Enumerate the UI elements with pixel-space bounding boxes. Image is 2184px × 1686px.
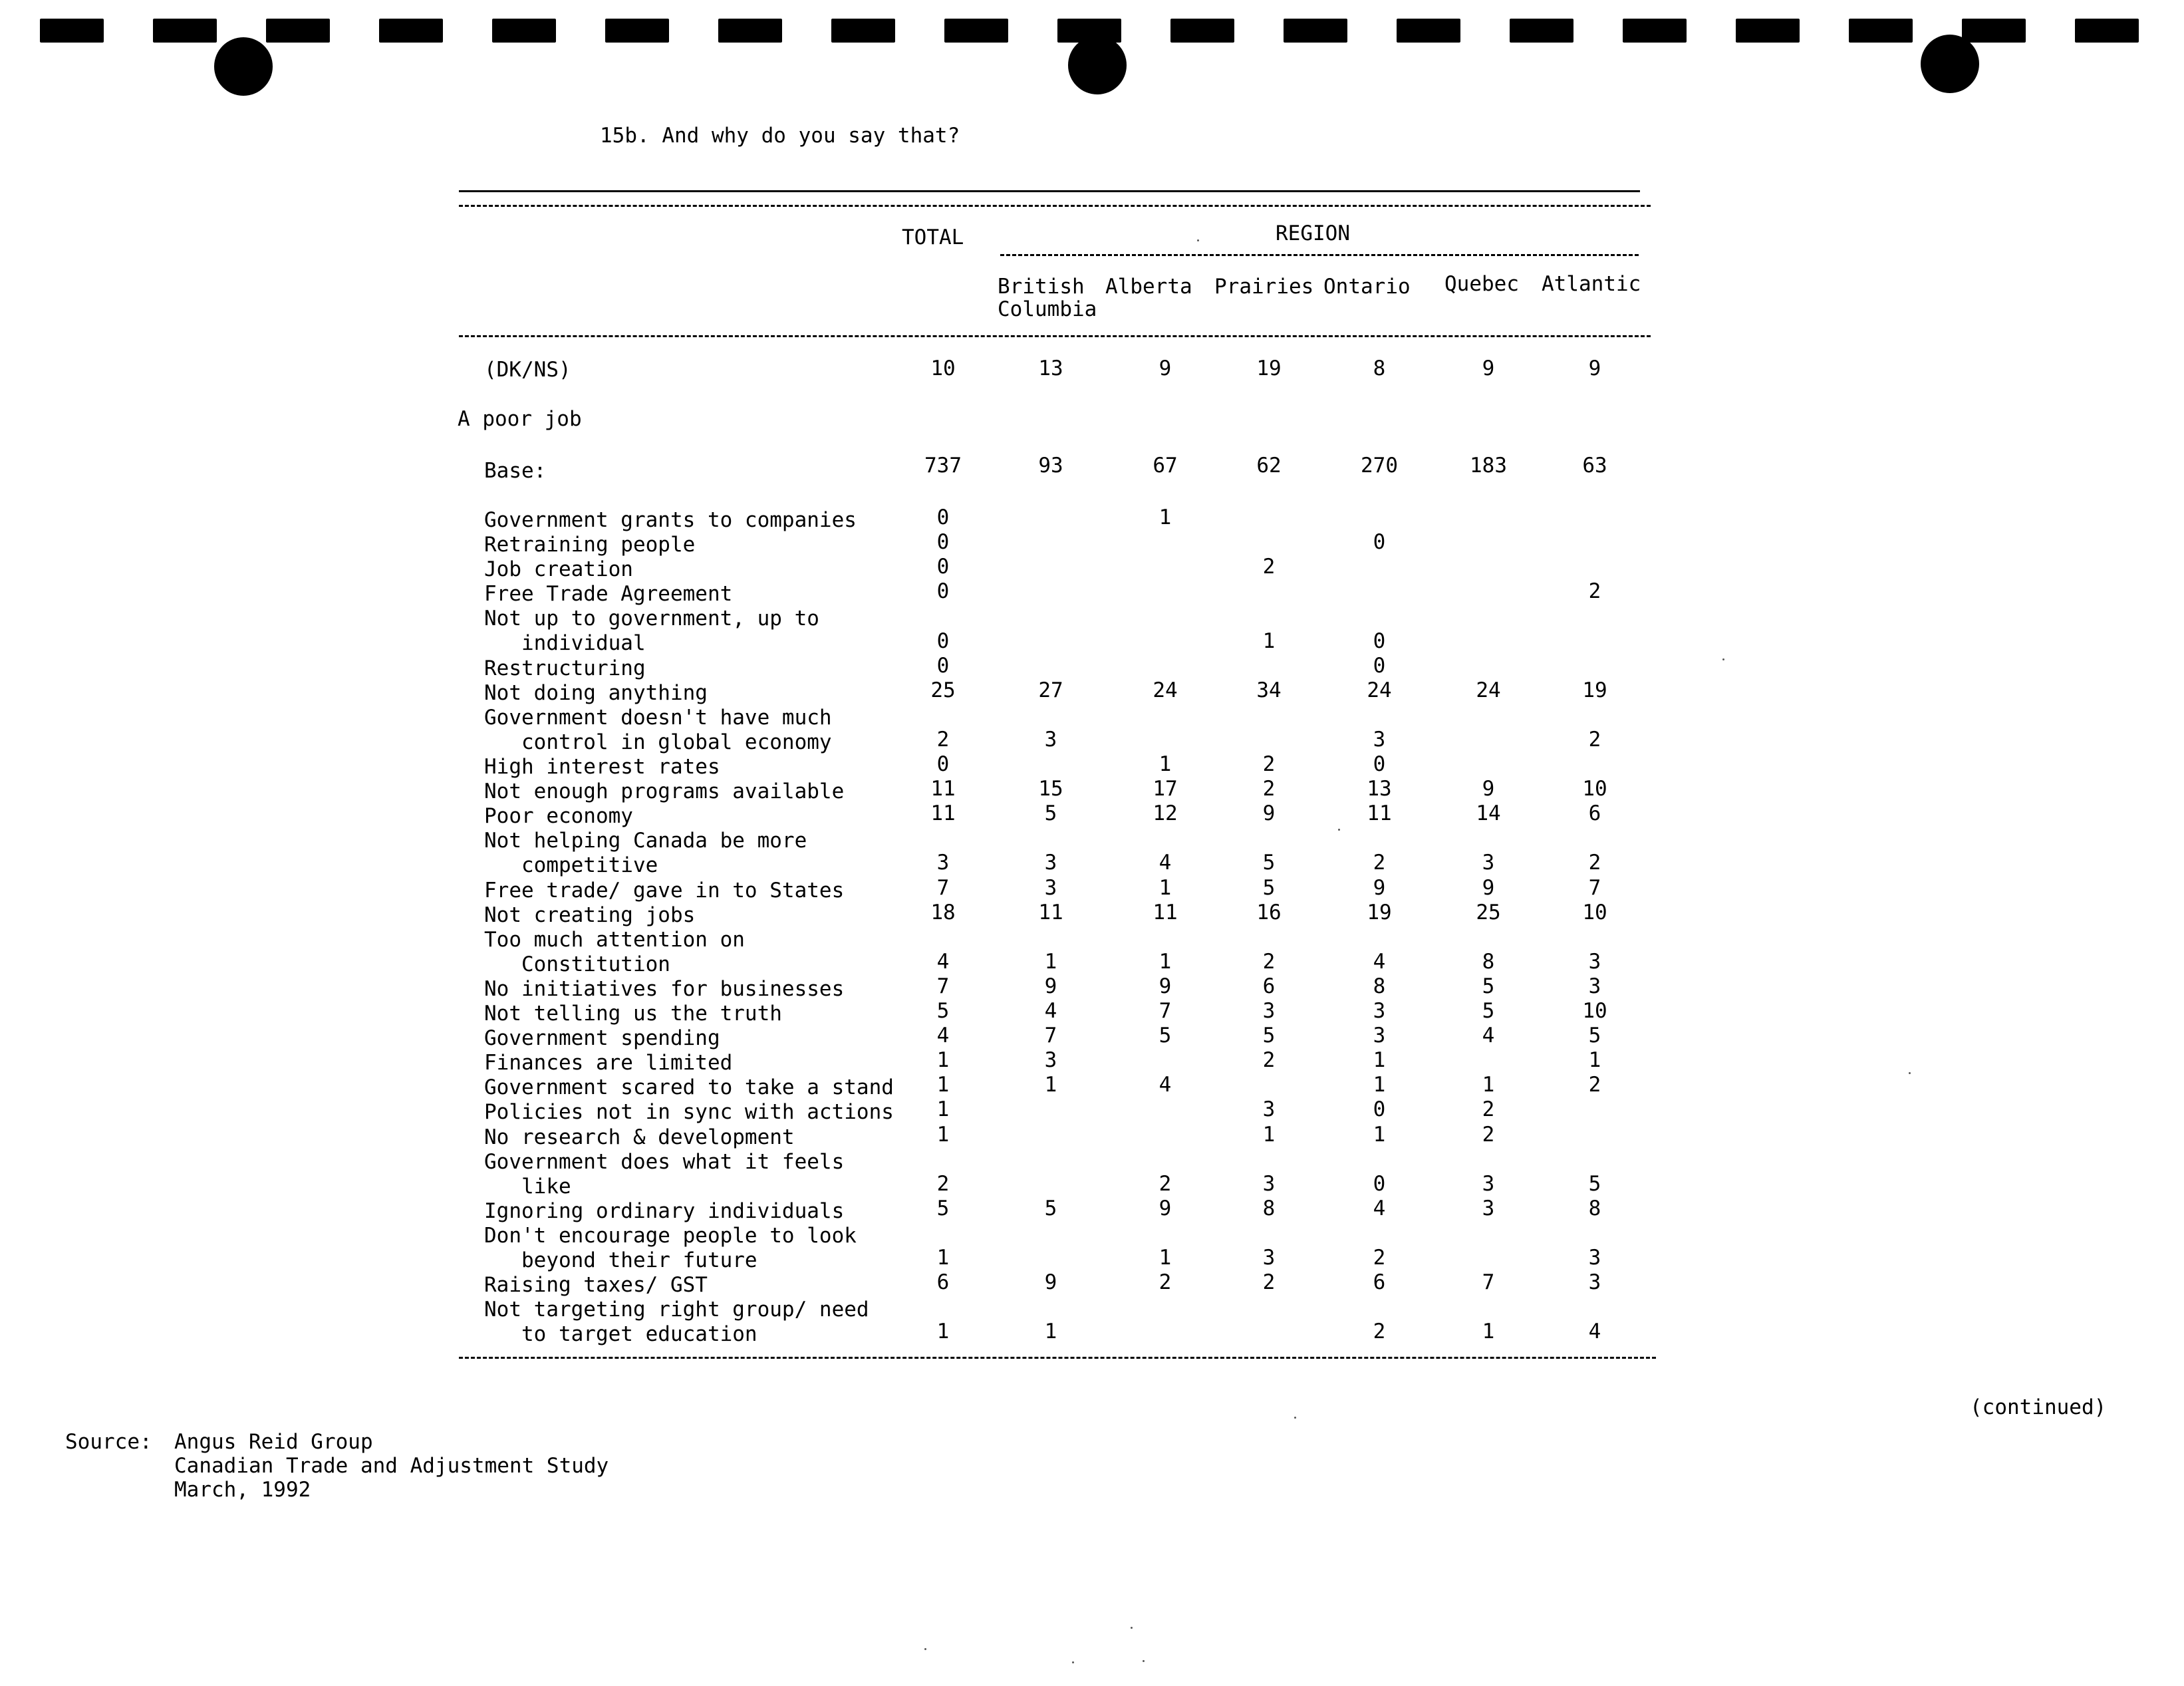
- punch-dash: [1849, 19, 1913, 43]
- row-cell-total: 0: [936, 555, 950, 579]
- row-cell-ontario: 2: [1373, 851, 1386, 875]
- row-cell-british-columbia: 5: [1044, 801, 1057, 826]
- punch-dash: [266, 19, 330, 43]
- row-cell-total: 18: [930, 900, 956, 924]
- row-cell-ontario: 6: [1373, 1270, 1386, 1295]
- punch-dash: [1736, 19, 1800, 43]
- base-cell-atlantic: 63: [1582, 454, 1607, 478]
- row-cell-alberta: 1: [1159, 949, 1172, 974]
- row-cell-quebec: 9: [1482, 875, 1495, 900]
- row-cell-total: 1: [936, 1246, 950, 1270]
- source-line: Angus Reid Group: [174, 1430, 373, 1454]
- row-cell-prairies: 3: [1262, 1171, 1276, 1196]
- dkns-cell-atlantic: 9: [1588, 356, 1601, 380]
- scan-speck: [1294, 1417, 1296, 1419]
- row-cell-british-columbia: 3: [1044, 875, 1057, 900]
- punch-hole: [1068, 36, 1127, 94]
- row-cell-total: 0: [936, 653, 950, 678]
- row-label: Government does what it feels like: [484, 1149, 845, 1198]
- punch-hole: [214, 37, 273, 96]
- row-label: Retraining people: [484, 533, 696, 557]
- punch-dash: [605, 19, 669, 43]
- row-cell-total: 4: [936, 949, 950, 974]
- row-cell-atlantic: 19: [1582, 678, 1607, 702]
- scan-speck: [1909, 1072, 1911, 1074]
- row-label: Not targeting right group/ need to target education: [484, 1298, 869, 1347]
- table-bottom-rule: [459, 1357, 1656, 1359]
- base-cell-total: 737: [924, 454, 962, 478]
- row-cell-british-columbia: 15: [1038, 777, 1063, 801]
- row-cell-ontario: 3: [1373, 1024, 1386, 1048]
- row-cell-atlantic: 10: [1582, 999, 1607, 1023]
- row-cell-total: 25: [930, 678, 956, 702]
- row-label: Too much attention on Constitution: [484, 927, 745, 976]
- row-label: Not enough programs available: [484, 779, 845, 804]
- punch-dash: [1510, 19, 1573, 43]
- row-label: Don't encourage people to look beyond their future: [484, 1223, 857, 1272]
- row-label: Finances are limited: [484, 1051, 733, 1075]
- region-header: REGION: [1276, 221, 1350, 245]
- row-cell-atlantic: 3: [1588, 949, 1601, 974]
- row-cell-atlantic: 3: [1588, 1270, 1601, 1295]
- row-cell-total: 4: [936, 1024, 950, 1048]
- row-cell-total: 1: [936, 1122, 950, 1147]
- row-cell-alberta: 1: [1159, 505, 1172, 529]
- row-cell-prairies: 2: [1262, 1048, 1276, 1073]
- row-cell-alberta: 4: [1159, 851, 1172, 875]
- row-cell-ontario: 8: [1373, 974, 1386, 998]
- row-cell-quebec: 5: [1482, 999, 1495, 1023]
- row-cell-ontario: 13: [1367, 777, 1392, 801]
- row-label: Job creation: [484, 557, 633, 582]
- row-cell-ontario: 2: [1373, 1320, 1386, 1344]
- row-cell-british-columbia: 3: [1044, 851, 1057, 875]
- section-label: A poor job: [458, 407, 582, 431]
- row-cell-british-columbia: 11: [1038, 900, 1063, 924]
- row-label: High interest rates: [484, 755, 720, 779]
- row-cell-alberta: 2: [1159, 1270, 1172, 1295]
- row-cell-alberta: 12: [1153, 801, 1178, 826]
- region-underline: [1000, 254, 1639, 256]
- row-label: Free Trade Agreement: [484, 582, 733, 607]
- scan-speck: [1722, 658, 1724, 660]
- punch-dash: [831, 19, 895, 43]
- source-line: March, 1992: [174, 1478, 311, 1502]
- row-cell-ontario: 19: [1367, 900, 1392, 924]
- punch-dash: [944, 19, 1008, 43]
- row-cell-ontario: 9: [1373, 875, 1386, 900]
- row-label: Not telling us the truth: [484, 1002, 782, 1026]
- row-label: Government doesn't have much control in global economy: [484, 705, 832, 754]
- row-cell-total: 0: [936, 752, 950, 776]
- row-label: Not creating jobs: [484, 903, 696, 927]
- row-cell-quebec: 1: [1482, 1320, 1495, 1344]
- row-cell-prairies: 1: [1262, 629, 1276, 653]
- scan-speck: [1072, 1661, 1074, 1663]
- base-cell-ontario: 270: [1361, 454, 1398, 478]
- row-cell-ontario: 0: [1373, 530, 1386, 555]
- base-cell-quebec: 183: [1470, 454, 1507, 478]
- row-label: Ignoring ordinary individuals: [484, 1198, 845, 1223]
- row-cell-total: 1: [936, 1073, 950, 1097]
- punch-dash: [153, 19, 217, 43]
- punch-dash: [40, 19, 104, 43]
- row-cell-ontario: 3: [1373, 727, 1386, 752]
- row-cell-british-columbia: 9: [1044, 1270, 1057, 1295]
- row-cell-ontario: 1: [1373, 1122, 1386, 1147]
- scan-speck: [1143, 1660, 1145, 1662]
- row-cell-ontario: 4: [1373, 1196, 1386, 1220]
- row-cell-total: 2: [936, 1171, 950, 1196]
- row-cell-prairies: 6: [1262, 974, 1276, 998]
- col-header-prairies: Prairies: [1214, 275, 1314, 299]
- base-cell-british-columbia: 93: [1038, 454, 1063, 478]
- row-cell-quebec: 2: [1482, 1122, 1495, 1147]
- row-cell-prairies: 16: [1256, 900, 1282, 924]
- row-cell-total: 1: [936, 1320, 950, 1344]
- row-cell-alberta: 7: [1159, 999, 1172, 1023]
- col-header-british-columbia: British Columbia: [998, 275, 1097, 321]
- row-cell-prairies: 8: [1262, 1196, 1276, 1220]
- source-line: Canadian Trade and Adjustment Study: [174, 1454, 609, 1478]
- row-cell-prairies: 5: [1262, 1024, 1276, 1048]
- punch-dash: [1397, 19, 1460, 43]
- punch-dash: [1962, 19, 2026, 43]
- scan-speck: [1338, 829, 1340, 831]
- row-cell-quebec: 24: [1476, 678, 1501, 702]
- row-cell-total: 7: [936, 875, 950, 900]
- row-cell-total: 5: [936, 1196, 950, 1220]
- row-cell-atlantic: 3: [1588, 974, 1601, 998]
- col-header-atlantic: Atlantic: [1542, 272, 1641, 296]
- row-cell-quebec: 3: [1482, 851, 1495, 875]
- row-cell-alberta: 1: [1159, 1246, 1172, 1270]
- col-header-ontario: Ontario: [1323, 275, 1411, 299]
- punch-dash: [718, 19, 782, 43]
- row-cell-quebec: 25: [1476, 900, 1501, 924]
- row-label: Free trade/ gave in to States: [484, 878, 845, 903]
- row-cell-atlantic: 4: [1588, 1320, 1601, 1344]
- row-cell-total: 2: [936, 727, 950, 752]
- dkns-cell-total: 10: [930, 356, 956, 380]
- row-cell-total: 6: [936, 1270, 950, 1295]
- row-cell-quebec: 7: [1482, 1270, 1495, 1295]
- row-cell-ontario: 24: [1367, 678, 1392, 702]
- continued-note: (continued): [1970, 1395, 2107, 1419]
- row-label: No initiatives for businesses: [484, 976, 845, 1001]
- row-label: Government scared to take a stand: [484, 1075, 894, 1100]
- row-cell-ontario: 11: [1367, 801, 1392, 826]
- punch-dash: [492, 19, 556, 43]
- row-cell-british-columbia: 27: [1038, 678, 1063, 702]
- total-header: TOTAL: [902, 225, 964, 249]
- row-cell-quebec: 5: [1482, 974, 1495, 998]
- row-cell-atlantic: 8: [1588, 1196, 1601, 1220]
- row-cell-quebec: 3: [1482, 1196, 1495, 1220]
- row-cell-atlantic: 3: [1588, 1246, 1601, 1270]
- row-cell-prairies: 2: [1262, 949, 1276, 974]
- base-cell-alberta: 67: [1153, 454, 1178, 478]
- dkns-cell-prairies: 19: [1256, 356, 1282, 380]
- row-cell-atlantic: 2: [1588, 851, 1601, 875]
- row-cell-british-columbia: 1: [1044, 949, 1057, 974]
- row-cell-atlantic: 2: [1588, 727, 1601, 752]
- row-cell-atlantic: 10: [1582, 777, 1607, 801]
- row-label: Raising taxes/ GST: [484, 1273, 708, 1298]
- row-cell-alberta: 2: [1159, 1171, 1172, 1196]
- row-cell-british-columbia: 7: [1044, 1024, 1057, 1048]
- row-cell-alberta: 9: [1159, 974, 1172, 998]
- row-cell-ontario: 2: [1373, 1246, 1386, 1270]
- row-label: Restructuring: [484, 656, 646, 680]
- base-cell-prairies: 62: [1256, 454, 1282, 478]
- row-cell-atlantic: 1: [1588, 1048, 1601, 1073]
- row-label: No research & development: [484, 1125, 795, 1149]
- row-cell-quebec: 9: [1482, 777, 1495, 801]
- row-cell-alberta: 11: [1153, 900, 1178, 924]
- row-cell-quebec: 14: [1476, 801, 1501, 826]
- row-cell-total: 11: [930, 801, 956, 826]
- header-bottom-rule: [459, 335, 1651, 337]
- row-cell-ontario: 0: [1373, 653, 1386, 678]
- dkns-cell-alberta: 9: [1159, 356, 1172, 380]
- row-cell-total: 0: [936, 505, 950, 529]
- question-title: 15b. And why do you say that?: [600, 124, 960, 148]
- row-cell-total: 0: [936, 530, 950, 555]
- row-label: Not doing anything: [484, 680, 708, 705]
- row-label: Not helping Canada be more competitive: [484, 829, 807, 878]
- source-label: Source:: [65, 1430, 152, 1454]
- row-cell-atlantic: 6: [1588, 801, 1601, 826]
- row-label: Policies not in sync with actions: [484, 1100, 894, 1125]
- row-cell-atlantic: 5: [1588, 1024, 1601, 1048]
- punch-dash: [1623, 19, 1687, 43]
- row-label: Poor economy: [484, 804, 633, 829]
- punch-dash: [2075, 19, 2139, 43]
- row-cell-total: 5: [936, 999, 950, 1023]
- scan-speck: [1197, 239, 1199, 241]
- row-cell-prairies: 5: [1262, 875, 1276, 900]
- row-label: Not up to government, up to individual: [484, 607, 819, 656]
- row-cell-quebec: 8: [1482, 949, 1495, 974]
- row-cell-ontario: 0: [1373, 1097, 1386, 1122]
- row-cell-alberta: 1: [1159, 875, 1172, 900]
- row-cell-quebec: 4: [1482, 1024, 1495, 1048]
- row-cell-prairies: 2: [1262, 777, 1276, 801]
- row-cell-prairies: 3: [1262, 1097, 1276, 1122]
- dkns-cell-quebec: 9: [1482, 356, 1495, 380]
- row-cell-british-columbia: 9: [1044, 974, 1057, 998]
- row-cell-quebec: 3: [1482, 1171, 1495, 1196]
- row-cell-total: 0: [936, 579, 950, 604]
- row-cell-alberta: 4: [1159, 1073, 1172, 1097]
- row-cell-prairies: 3: [1262, 999, 1276, 1023]
- row-cell-quebec: 1: [1482, 1073, 1495, 1097]
- row-cell-prairies: 5: [1262, 851, 1276, 875]
- base-label: Base:: [484, 459, 547, 483]
- scan-speck: [1131, 1627, 1133, 1629]
- scan-speck: [924, 1648, 926, 1650]
- punch-dash: [1284, 19, 1347, 43]
- table-top-rule: [459, 190, 1640, 192]
- row-cell-atlantic: 5: [1588, 1171, 1601, 1196]
- row-cell-alberta: 1: [1159, 752, 1172, 776]
- row-cell-prairies: 2: [1262, 752, 1276, 776]
- row-cell-prairies: 1: [1262, 1122, 1276, 1147]
- row-cell-atlantic: 10: [1582, 900, 1607, 924]
- row-cell-prairies: 2: [1262, 1270, 1276, 1295]
- col-header-alberta: Alberta: [1105, 275, 1192, 299]
- row-label: Government spending: [484, 1026, 720, 1051]
- row-cell-atlantic: 2: [1588, 579, 1601, 604]
- row-cell-prairies: 3: [1262, 1246, 1276, 1270]
- row-cell-ontario: 3: [1373, 999, 1386, 1023]
- punch-dash: [1170, 19, 1234, 43]
- row-cell-total: 3: [936, 851, 950, 875]
- row-cell-prairies: 34: [1256, 678, 1282, 702]
- row-cell-total: 11: [930, 777, 956, 801]
- row-cell-total: 7: [936, 974, 950, 998]
- dkns-cell-ontario: 8: [1373, 356, 1386, 380]
- row-cell-british-columbia: 5: [1044, 1196, 1057, 1220]
- row-cell-alberta: 24: [1153, 678, 1178, 702]
- row-cell-british-columbia: 4: [1044, 999, 1057, 1023]
- row-cell-british-columbia: 1: [1044, 1073, 1057, 1097]
- row-cell-ontario: 0: [1373, 629, 1386, 653]
- dkns-label: (DK/NS): [484, 358, 571, 382]
- row-cell-total: 1: [936, 1048, 950, 1073]
- row-cell-british-columbia: 3: [1044, 727, 1057, 752]
- row-cell-ontario: 0: [1373, 1171, 1386, 1196]
- binder-punch-strip: [0, 0, 2184, 106]
- dkns-cell-british-columbia: 13: [1038, 356, 1063, 380]
- row-label: Government grants to companies: [484, 508, 857, 532]
- row-cell-total: 0: [936, 629, 950, 653]
- row-cell-british-columbia: 3: [1044, 1048, 1057, 1073]
- row-cell-ontario: 4: [1373, 949, 1386, 974]
- row-cell-total: 1: [936, 1097, 950, 1122]
- row-cell-ontario: 1: [1373, 1048, 1386, 1073]
- row-cell-alberta: 17: [1153, 777, 1178, 801]
- row-cell-atlantic: 7: [1588, 875, 1601, 900]
- row-cell-alberta: 5: [1159, 1024, 1172, 1048]
- row-cell-prairies: 2: [1262, 555, 1276, 579]
- row-cell-prairies: 9: [1262, 801, 1276, 826]
- row-cell-atlantic: 2: [1588, 1073, 1601, 1097]
- row-cell-ontario: 0: [1373, 752, 1386, 776]
- table-dotted-rule: [459, 205, 1651, 207]
- col-header-quebec: Quebec: [1444, 272, 1519, 296]
- row-cell-ontario: 1: [1373, 1073, 1386, 1097]
- row-cell-alberta: 9: [1159, 1196, 1172, 1220]
- punch-dash: [379, 19, 443, 43]
- punch-hole: [1921, 35, 1979, 93]
- row-cell-british-columbia: 1: [1044, 1320, 1057, 1344]
- row-cell-quebec: 2: [1482, 1097, 1495, 1122]
